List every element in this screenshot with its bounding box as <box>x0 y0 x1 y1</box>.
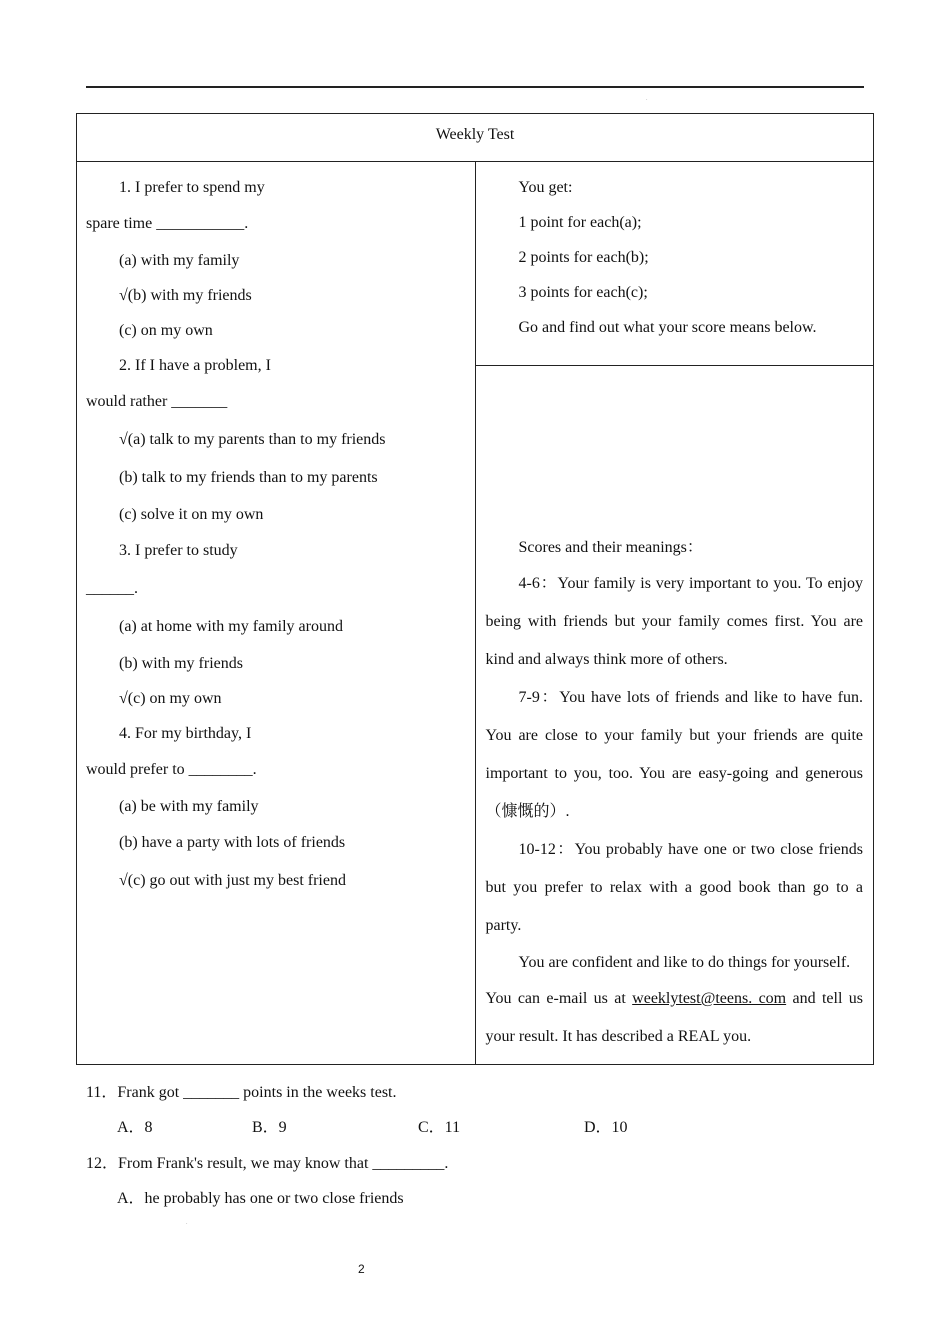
question-3-option-a: (a) at home with my family around <box>119 618 343 635</box>
question-4-stem-cont: would prefer to ________. <box>86 761 257 778</box>
meaning-7-9: 7-9：You have lots of friends and like to have fun. You are close to your family but your friends are quite important to you, too. You are easy-going and generous（慷慨的）. <box>485 689 863 820</box>
question-2-option-b: (b) talk to my friends than to my parents <box>119 469 378 486</box>
question-2-stem: 2. If I have a problem, I <box>119 357 271 374</box>
email-paragraph <box>486 980 864 1056</box>
meanings-cell <box>475 366 874 1065</box>
email-post: and tell us your result. It has described a REAL you. <box>485 990 864 1045</box>
scoring-line-5: Go and find out what your score means below. <box>518 319 817 336</box>
question-11-option-d: D．10 <box>584 1119 628 1136</box>
scoring-line-1: You get: <box>518 179 573 196</box>
scoring-cell <box>475 162 874 366</box>
scoring-line-2: 1 point for each(a); <box>518 214 642 231</box>
question-11-option-b: B．9 <box>252 1119 287 1136</box>
scoring-line-4: 3 points for each(c); <box>518 284 648 301</box>
question-1-option-a: (a) with my family <box>119 252 240 269</box>
meanings-heading: Scores and their meanings： <box>518 539 703 556</box>
question-1-option-b: √(b) with my friends <box>119 287 252 304</box>
question-4-option-a: (a) be with my family <box>119 798 259 815</box>
question-3-option-b: (b) with my friends <box>119 655 243 672</box>
question-2-option-a: √(a) talk to my parents than to my friends <box>119 431 386 448</box>
question-3-stem-cont: ______. <box>86 580 138 597</box>
blank-space <box>486 374 864 530</box>
question-11-option-a: A．8 <box>117 1119 153 1136</box>
question-1-option-c: (c) on my own <box>119 322 213 339</box>
meaning-confident: You are confident and like to do things for yourself. <box>518 954 851 971</box>
question-4-stem: 4. For my birthday, I <box>119 725 252 742</box>
page-number: 2 <box>358 1262 365 1276</box>
question-12-option-a: A．he probably has one or two close friends <box>117 1190 404 1207</box>
weekly-test-table <box>76 113 874 1065</box>
email-pre: You can e-mail us at <box>485 990 633 1007</box>
scoring-line-3: 2 points for each(b); <box>518 249 649 266</box>
question-1-stem-cont: spare time ___________. <box>86 215 249 232</box>
question-2-option-c: (c) solve it on my own <box>119 506 264 523</box>
question-11-stem: 11．Frank got _______ points in the weeks test. <box>86 1084 397 1101</box>
table-title: Weekly Test <box>77 114 874 162</box>
question-11-option-c: C．11 <box>418 1119 461 1136</box>
scan-dot: . <box>186 1220 188 1226</box>
scan-dot: . <box>646 96 648 102</box>
header-rule <box>86 86 864 88</box>
question-3-stem: 3. I prefer to study <box>119 542 238 559</box>
question-12-stem: 12．From Frank's result, we may know that _________. <box>86 1155 449 1172</box>
question-4-option-c: √(c) go out with just my best friend <box>119 872 346 889</box>
question-3-option-c: √(c) on my own <box>119 690 222 707</box>
meaning-4-6: 4-6：Your family is very important to you. To enjoy being with friends but your family comes first. You are kind and always think more of others. <box>485 575 863 668</box>
question-4-option-b: (b) have a party with lots of friends <box>119 834 346 851</box>
email-link[interactable]: weeklytest@teens. com <box>632 990 787 1007</box>
meaning-10-12: 10-12：You probably have one or two close friends but you prefer to relax with a good book than go to a party. <box>485 841 863 934</box>
question-1-stem: 1. I prefer to spend my <box>119 179 265 196</box>
question-2-stem-cont: would rather _______ <box>86 393 228 410</box>
questions-column <box>77 162 476 1065</box>
